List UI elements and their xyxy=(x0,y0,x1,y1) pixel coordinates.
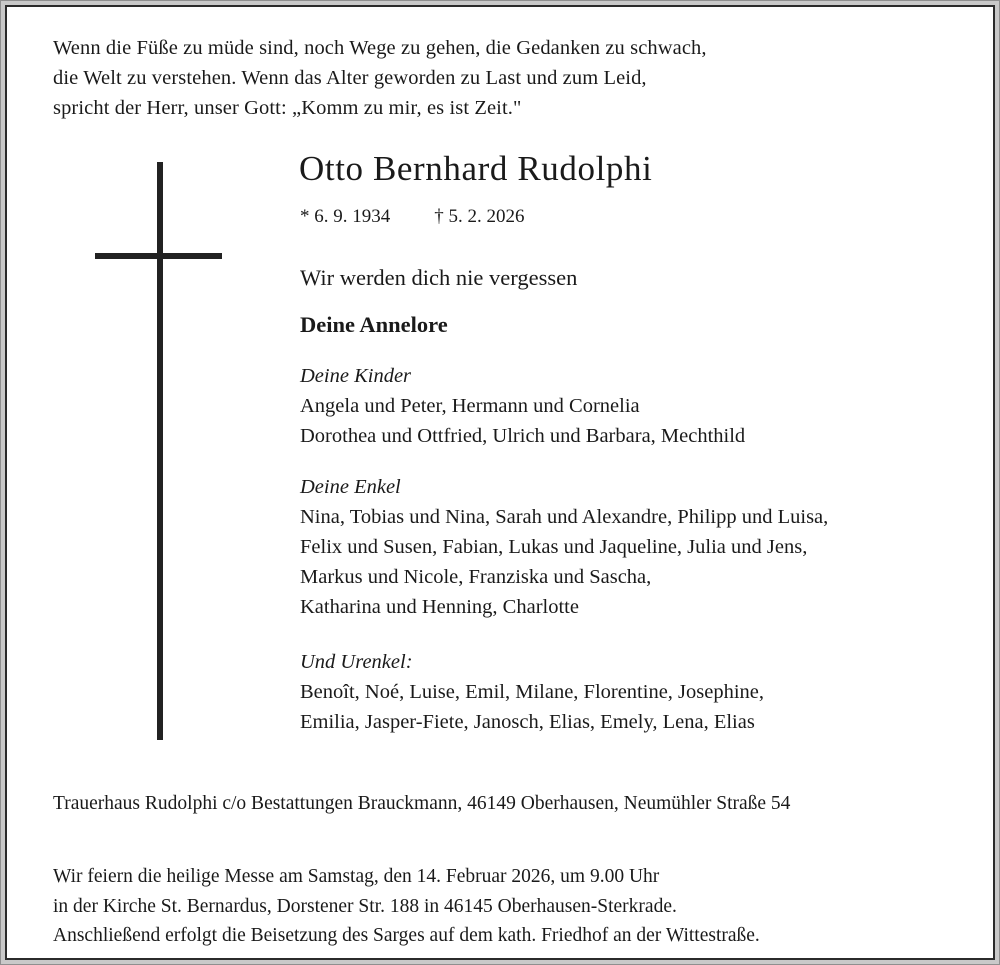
cross-horizontal-beam xyxy=(95,253,222,259)
funeral-service-details xyxy=(53,862,953,951)
verse-line-3: spricht der Herr, unser Gott: „Komm zu mir, es ist Zeit." xyxy=(53,97,522,119)
family-names-line: Katharina und Henning, Charlotte xyxy=(300,596,579,618)
farewell-message: Wir werden dich nie vergessen xyxy=(300,265,578,290)
family-group-grandchildren xyxy=(300,473,953,622)
family-group-heading: Deine Enkel xyxy=(300,476,401,498)
birth-date: * 6. 9. 1934 xyxy=(300,206,391,227)
obituary-main-column xyxy=(293,147,953,737)
service-line-mass: Wir feiern die heilige Messe am Samstag, den 14. Februar 2026, um 9.00 Uhr xyxy=(53,866,660,887)
death-date: † 5. 2. 2026 xyxy=(434,206,525,227)
primary-mourner: Deine Annelore xyxy=(300,312,448,337)
family-group-heading: Und Urenkel: xyxy=(300,651,413,673)
cross-vertical-beam xyxy=(157,162,163,740)
frame-inner-rule xyxy=(5,5,995,960)
verse-line-1: Wenn die Füße zu müde sind, noch Wege zu gehen, die Gedanken zu schwach, xyxy=(53,37,707,59)
family-names-line: Dorothea und Ottfried, Ulrich und Barbara, Mechthild xyxy=(300,425,746,447)
family-names-line: Angela und Peter, Hermann und Cornelia xyxy=(300,395,640,417)
family-names-line: Emilia, Jasper-Fiete, Janosch, Elias, Emely, Lena, Elias xyxy=(300,711,755,733)
latin-cross-icon xyxy=(95,152,225,742)
deceased-name: Otto Bernhard Rudolphi xyxy=(299,149,653,188)
family-names-line: Markus und Nicole, Franziska und Sascha, xyxy=(300,566,652,588)
obituary-sheet xyxy=(7,7,993,958)
verse-line-2: die Welt zu verstehen. Wenn das Alter geworden zu Last und zum Leid, xyxy=(53,67,647,89)
family-group-heading: Deine Kinder xyxy=(300,365,412,387)
family-names-line: Nina, Tobias und Nina, Sarah und Alexandre, Philipp und Luisa, xyxy=(300,506,829,528)
family-group-children xyxy=(300,362,953,451)
memorial-verse xyxy=(53,33,913,123)
mourning-house-address: Trauerhaus Rudolphi c/o Bestattungen Brauckmann, 46149 Oberhausen, Neumühler Straße 54 xyxy=(53,793,791,814)
service-line-church: in der Kirche St. Bernardus, Dorstener Str. 188 in 46145 Oberhausen-Sterkrade. xyxy=(53,895,677,917)
family-names-line: Benoît, Noé, Luise, Emil, Milane, Florentine, Josephine, xyxy=(300,681,765,703)
life-dates xyxy=(300,205,953,229)
frame-outer-band xyxy=(1,1,999,964)
family-group-great-grandchildren xyxy=(300,648,953,737)
family-names-line: Felix und Susen, Fabian, Lukas und Jaqueline, Julia und Jens, xyxy=(300,536,808,558)
service-line-burial: Anschließend erfolgt die Beisetzung des Sarges auf dem kath. Friedhof an der Wittestraße. xyxy=(53,925,760,946)
